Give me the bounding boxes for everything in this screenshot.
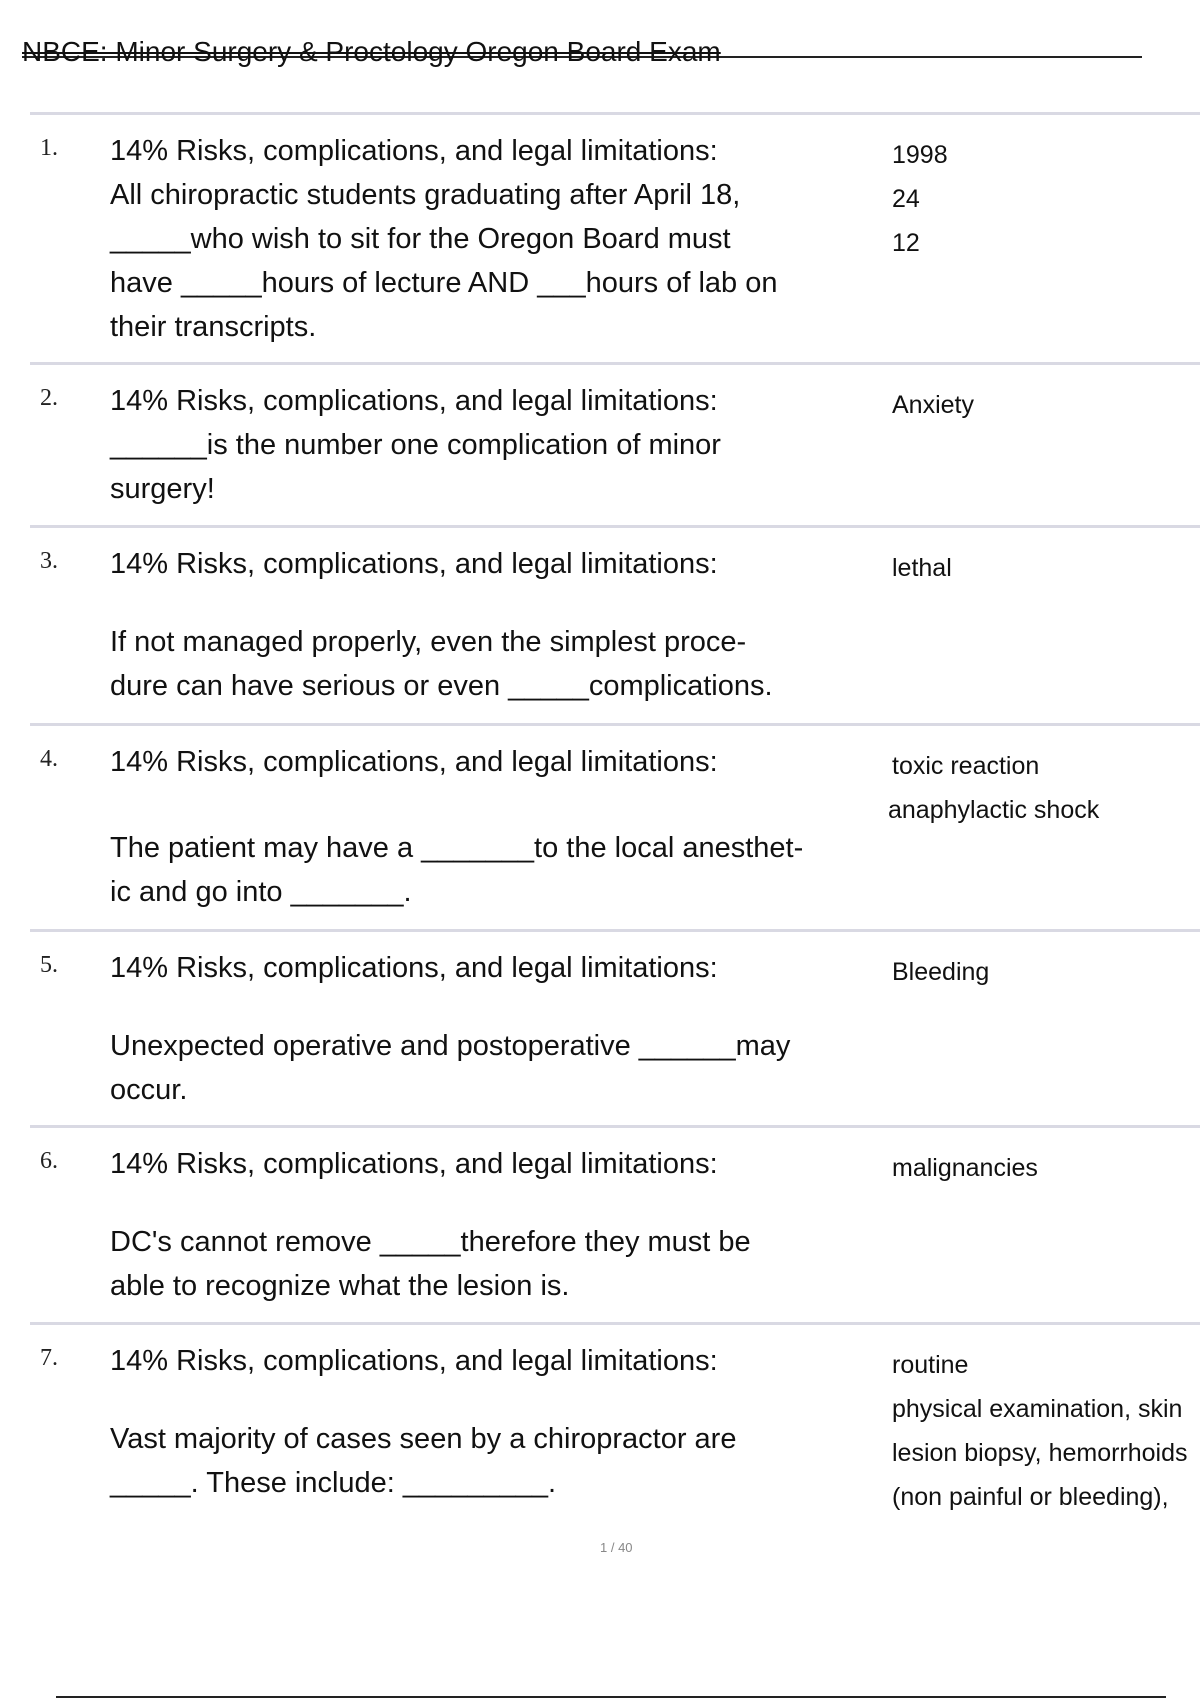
card-question	[110, 1339, 890, 1505]
document-header	[22, 36, 1142, 76]
question-line: their transcripts.	[110, 311, 317, 343]
card-category: 14% Risks, complications, and legal limitations:	[110, 1345, 718, 1377]
card-category: 14% Risks, complications, and legal limitations:	[110, 548, 718, 580]
question-line: _____who wish to sit for the Oregon Board must	[110, 223, 731, 255]
card-question	[110, 946, 890, 1112]
answer-line: 12	[892, 229, 920, 257]
card-answer	[892, 546, 1192, 590]
answer-line: (non painful or bleeding),	[892, 1483, 1169, 1511]
card-number: 7.	[40, 1345, 58, 1371]
card-answer	[892, 133, 1192, 265]
card-answer	[888, 744, 1192, 832]
card-question	[110, 129, 890, 349]
card-answer	[892, 1343, 1192, 1519]
flashcard	[30, 1322, 1200, 1542]
card-question	[110, 1142, 890, 1308]
answer-line: 24	[892, 185, 920, 213]
card-answer	[892, 1146, 1192, 1190]
card-category: 14% Risks, complications, and legal limitations:	[110, 952, 718, 984]
flashcard	[30, 362, 1200, 525]
question-line: _____. These include: _________.	[110, 1467, 557, 1499]
answer-line: anaphylactic shock	[888, 796, 1100, 824]
card-answer	[892, 950, 1192, 994]
card-category: 14% Risks, complications, and legal limitations:	[110, 1148, 718, 1180]
flashcard	[30, 525, 1200, 723]
document-title: NBCE: Minor Surgery & Proctology Oregon Board Exam	[22, 36, 721, 67]
bottom-divider	[56, 1696, 1166, 1698]
answer-line: 1998	[892, 141, 948, 169]
question-line: All chiropractic students graduating after April 18,	[110, 179, 741, 211]
card-number: 3.	[40, 548, 58, 574]
card-number: 6.	[40, 1148, 58, 1174]
card-number: 5.	[40, 952, 58, 978]
question-line: If not managed properly, even the simplest proce-	[110, 626, 747, 658]
card-answer	[892, 383, 1192, 427]
question-line: ______is the number one complication of minor	[110, 429, 721, 461]
answer-line: physical examination, skin	[892, 1395, 1183, 1423]
flashcard	[30, 112, 1200, 362]
question-line: surgery!	[110, 473, 215, 505]
flashcard	[30, 929, 1200, 1125]
card-question	[110, 740, 890, 914]
answer-line: lesion biopsy, hemorrhoids	[892, 1439, 1188, 1467]
card-category: 14% Risks, complications, and legal limitations:	[110, 746, 718, 778]
page-indicator: 1 / 40	[600, 1540, 633, 1555]
question-line: able to recognize what the lesion is.	[110, 1270, 570, 1302]
question-line: dure can have serious or even _____complications.	[110, 670, 773, 702]
question-line: have _____hours of lecture AND ___hours of lab on	[110, 267, 778, 299]
question-line: occur.	[110, 1074, 188, 1106]
question-line: DC's cannot remove _____therefore they must be	[110, 1226, 751, 1258]
answer-line: Bleeding	[892, 958, 990, 986]
flashcard	[30, 1125, 1200, 1322]
card-category: 14% Risks, complications, and legal limitations:	[110, 385, 718, 417]
card-number: 1.	[40, 135, 58, 161]
flashcard	[30, 723, 1200, 929]
answer-line: Anxiety	[892, 391, 974, 419]
question-line: Vast majority of cases seen by a chiropractor are	[110, 1423, 737, 1455]
answer-line: malignancies	[892, 1154, 1038, 1182]
answer-line: lethal	[892, 554, 952, 582]
question-line: The patient may have a _______to the local anesthet-	[110, 832, 804, 864]
question-line: Unexpected operative and postoperative ______may	[110, 1030, 791, 1062]
card-number: 2.	[40, 385, 58, 411]
card-question	[110, 379, 890, 511]
question-line: ic and go into _______.	[110, 876, 412, 908]
answer-line: routine	[892, 1351, 969, 1379]
card-category: 14% Risks, complications, and legal limitations:	[110, 135, 718, 167]
card-question	[110, 542, 890, 708]
card-number: 4.	[40, 746, 58, 772]
answer-line: toxic reaction	[892, 752, 1040, 780]
